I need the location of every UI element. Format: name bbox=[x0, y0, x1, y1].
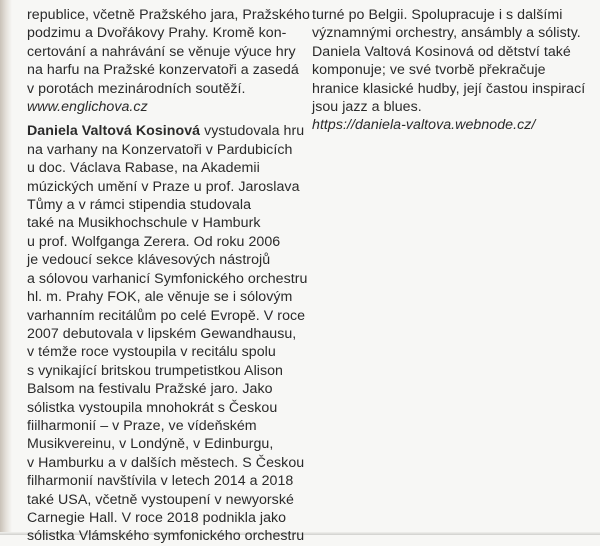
text-line: hranice klasické hudby, její častou inspirací bbox=[312, 80, 586, 97]
text-line: Carnegie Hall. V roce 2018 podnikla jako bbox=[27, 509, 287, 526]
right-column bbox=[312, 6, 592, 135]
text-line: významnými orchestry, ansámbly a sólisty. bbox=[312, 25, 581, 42]
text-line: Tůmy a v rámci stipendia studovala bbox=[27, 197, 252, 214]
text-line: u doc. Václava Rabase, na Akademii bbox=[27, 160, 260, 177]
text-line: v témže roce vystoupila v recitálu spolu bbox=[27, 344, 276, 361]
text-line: 2007 debutovala v lipském Gewandhausu, bbox=[27, 325, 297, 342]
text-line: je vedoucí sekce klávesových nástrojů bbox=[27, 252, 271, 269]
englichova-url: www.englichova.cz bbox=[27, 99, 148, 116]
text-line: sólistka Vlámského symfonického orchestru bbox=[27, 528, 305, 545]
text-line: u prof. Wolfganga Zerera. Od roku 2006 bbox=[27, 233, 281, 250]
text-line: také na Musikhochschule v Hamburk bbox=[27, 215, 261, 232]
left-column bbox=[27, 6, 310, 546]
text-line: turné po Belgii. Spolupracuje i s dalšími bbox=[312, 7, 563, 23]
text-line: a sólovou varhanicí Symfonického orchestru bbox=[27, 270, 308, 287]
artist-name: Daniela Valtová Kosinová bbox=[27, 123, 201, 140]
page-edge-shadow bbox=[0, 0, 12, 535]
text-line: hl. m. Prahy FOK, ale věnuje se i sólovým bbox=[27, 289, 293, 306]
text-line: filharmonií navštívila v letech 2014 a 2018 bbox=[27, 473, 294, 490]
paragraph-kosinova-bio bbox=[27, 122, 307, 545]
text-line: fiilharmonií – v Praze, ve vídeňském bbox=[27, 417, 257, 434]
text-line: na varhany na Konzervatoři v Pardubicích bbox=[27, 141, 293, 158]
text-line: Daniela Valtová Kosinová od dětství také bbox=[312, 43, 571, 60]
paragraph-englichova-bio bbox=[27, 6, 310, 116]
text-line: podzimu a Dvořákovy Prahy. Kromě kon- bbox=[27, 25, 287, 42]
text-line: v porotách mezinárodních soutěží. bbox=[27, 80, 246, 97]
text-line: jsou jazz a blues. bbox=[312, 99, 422, 116]
kosinova-url: https://daniela-valtova.webnode.cz/ bbox=[312, 117, 536, 134]
text-line: republice, včetně Pražského jara, Pražského bbox=[27, 7, 310, 23]
text-line: Balsom na festivalu Pražské jaro. Jako bbox=[27, 381, 273, 398]
text-line: múzických umění v Praze u prof. Jaroslava bbox=[27, 178, 300, 195]
paragraph-kosinova-bio-continued bbox=[312, 6, 592, 135]
text-fragment: vystudovala hru bbox=[200, 123, 305, 140]
text-line: sólistka vystoupila mnohokrát s Českou bbox=[27, 399, 278, 416]
text-line: na harfu na Pražské konzervatoři a zasedá bbox=[27, 62, 299, 79]
text-line: Musikvereinu, v Londýně, v Edinburgu, bbox=[27, 436, 274, 453]
text-line bbox=[27, 122, 307, 140]
text-line: s vynikající britskou trumpetistkou Alison bbox=[27, 362, 283, 379]
text-line: v Hamburku a v dalších městech. S Českou bbox=[27, 454, 305, 471]
text-line: varhanním recitálům po celé Evropě. V roce bbox=[27, 307, 306, 324]
text-line: certování a nahrávání se věnuje výuce hry bbox=[27, 43, 296, 60]
text-line: také USA, včetně vystoupení v newyorské bbox=[27, 491, 294, 508]
text-line: komponuje; ve své tvorbě překračuje bbox=[312, 62, 546, 79]
